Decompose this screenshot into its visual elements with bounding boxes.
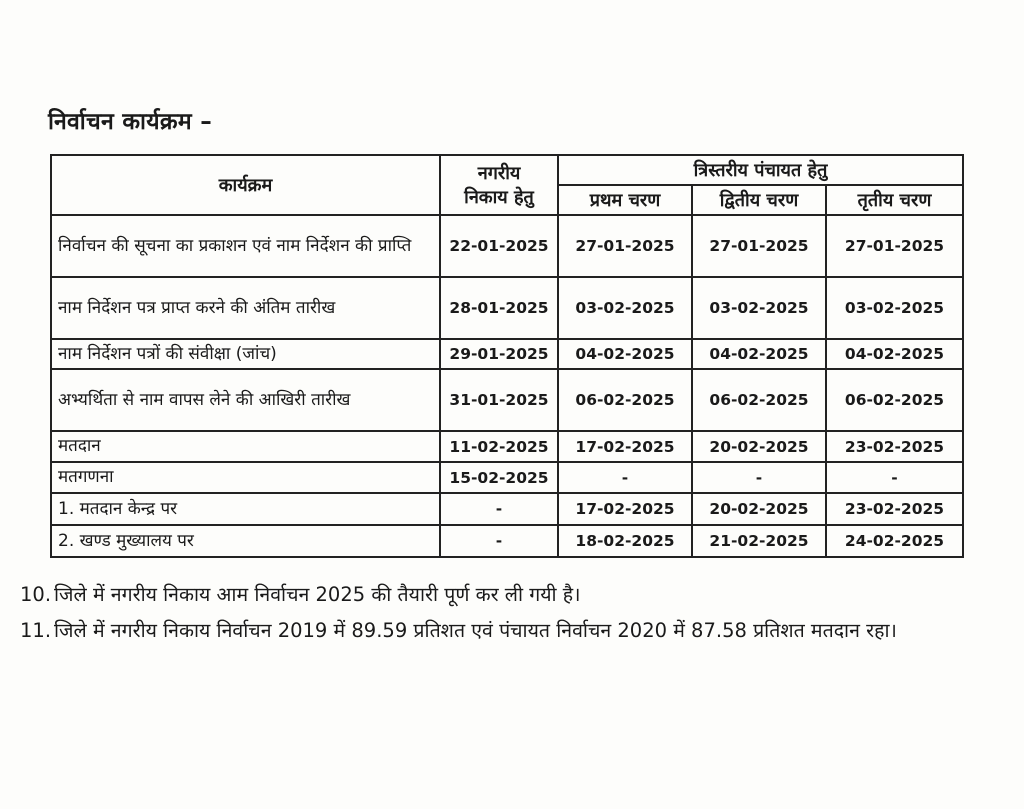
- row-phase2-date: 03-02-2025: [692, 277, 826, 339]
- row-phase1-date: 04-02-2025: [558, 339, 692, 369]
- row-urban-date: 31-01-2025: [440, 369, 558, 431]
- election-schedule-table: [50, 154, 964, 558]
- row-urban-date: -: [440, 525, 558, 557]
- header-program: कार्यक्रम: [51, 155, 440, 215]
- table-row: [51, 462, 963, 493]
- row-phase3-date: 23-02-2025: [826, 431, 963, 462]
- row-phase1-date: 17-02-2025: [558, 493, 692, 525]
- row-program: नाम निर्देशन पत्र प्राप्त करने की अंतिम तारीख: [51, 277, 440, 339]
- header-phase-1: प्रथम चरण: [558, 185, 692, 215]
- table-row: [51, 493, 963, 525]
- row-phase3-date: 06-02-2025: [826, 369, 963, 431]
- table-row: [51, 339, 963, 369]
- row-program: 2. खण्ड मुख्यालय पर: [51, 525, 440, 557]
- row-phase1-date: 27-01-2025: [558, 215, 692, 277]
- row-program: 1. मतदान केन्द्र पर: [51, 493, 440, 525]
- row-phase1-date: 17-02-2025: [558, 431, 692, 462]
- header-urban-line1: नगरीय: [477, 163, 521, 184]
- table-row: [51, 369, 963, 431]
- table-row: [51, 525, 963, 557]
- row-urban-date: -: [440, 493, 558, 525]
- row-phase2-date: 20-02-2025: [692, 431, 826, 462]
- row-phase3-date: 24-02-2025: [826, 525, 963, 557]
- row-phase3-date: 23-02-2025: [826, 493, 963, 525]
- header-phase-2: द्वितीय चरण: [692, 185, 826, 215]
- row-phase3-date: 03-02-2025: [826, 277, 963, 339]
- row-program: निर्वाचन की सूचना का प्रकाशन एवं नाम निर्देशन की प्राप्ति: [51, 215, 440, 277]
- row-phase3-date: 04-02-2025: [826, 339, 963, 369]
- list-item: [20, 580, 1010, 610]
- row-phase2-date: 20-02-2025: [692, 493, 826, 525]
- header-panchayat: त्रिस्तरीय पंचायत हेतु: [558, 155, 963, 185]
- table-row: [51, 277, 963, 339]
- summary-points: [20, 580, 1010, 652]
- header-urban-line2: निकाय हेतु: [464, 187, 534, 208]
- point-text: जिले में नगरीय निकाय निर्वाचन 2019 में 89.59 प्रतिशत एवं पंचायत निर्वाचन 2020 में 87.58 प्रतिशत मतदान रहा।: [54, 619, 897, 643]
- row-phase3-date: 27-01-2025: [826, 215, 963, 277]
- row-phase1-date: 18-02-2025: [558, 525, 692, 557]
- row-urban-date: 15-02-2025: [440, 462, 558, 493]
- list-item: [20, 616, 1010, 646]
- row-phase2-date: 21-02-2025: [692, 525, 826, 557]
- row-urban-date: 29-01-2025: [440, 339, 558, 369]
- page-heading: निर्वाचन कार्यक्रम –: [48, 109, 213, 135]
- row-phase1-date: 06-02-2025: [558, 369, 692, 431]
- row-phase2-date: -: [692, 462, 826, 493]
- row-phase3-date: -: [826, 462, 963, 493]
- point-number: 10.: [20, 583, 52, 606]
- table-row: [51, 215, 963, 277]
- row-phase2-date: 27-01-2025: [692, 215, 826, 277]
- row-program: मतदान: [51, 431, 440, 462]
- point-number: 11.: [20, 619, 52, 643]
- table-row: [51, 431, 963, 462]
- row-phase1-date: -: [558, 462, 692, 493]
- point-text: जिले में नगरीय निकाय आम निर्वाचन 2025 की तैयारी पूर्ण कर ली गयी है।: [54, 583, 581, 606]
- row-urban-date: 22-01-2025: [440, 215, 558, 277]
- header-phase-3: तृतीय चरण: [826, 185, 963, 215]
- row-urban-date: 11-02-2025: [440, 431, 558, 462]
- row-program: नाम निर्देशन पत्रों की संवीक्षा (जांच): [51, 339, 440, 369]
- row-program: अभ्यर्थिता से नाम वापस लेने की आखिरी तारीख: [51, 369, 440, 431]
- row-urban-date: 28-01-2025: [440, 277, 558, 339]
- row-phase2-date: 06-02-2025: [692, 369, 826, 431]
- row-phase2-date: 04-02-2025: [692, 339, 826, 369]
- row-phase1-date: 03-02-2025: [558, 277, 692, 339]
- header-urban-body: [440, 155, 558, 215]
- row-program: मतगणना: [51, 462, 440, 493]
